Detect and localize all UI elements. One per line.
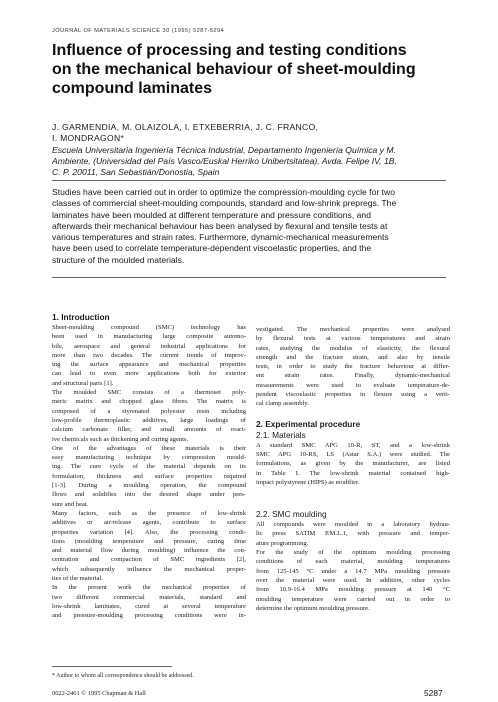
title-line: compound laminates — [52, 80, 213, 97]
paragraph — [256, 520, 450, 548]
text-line: cal clamp assembly. — [256, 400, 309, 408]
text-line: low-shrink laminates, cured at several temperature — [52, 602, 246, 610]
text-line: and pressure-moulding processing conditions were in- — [52, 612, 246, 620]
author-line: I. MONDRAGON* — [52, 133, 125, 143]
spacer — [256, 409, 450, 419]
text-line: A standard SMC APG 10-R, ST, and a low-shrink — [256, 441, 450, 449]
text-line: properties variation [4]. Also, the processing condi- — [52, 528, 246, 536]
paragraph — [52, 323, 246, 388]
title-line: on the mechanical behaviour of sheet-moulding — [52, 61, 416, 78]
text-line: measurements were used to evaluate temperature-de- — [256, 381, 450, 389]
text-line: ties of the material. — [52, 575, 103, 583]
paragraph — [52, 509, 246, 583]
text-line: calcium carbonate filler, and small amounts of react- — [52, 426, 246, 434]
abstract — [52, 187, 464, 266]
page-number: 5287 — [424, 688, 443, 698]
subsection-heading-materials: 2.1. Materials — [256, 429, 306, 440]
spacer — [256, 487, 450, 509]
text-line: lic press SATIM P.M.L.1, with pressure and temper- — [256, 530, 450, 538]
text-line: over the material were used. In addition, other cycles — [256, 576, 450, 584]
text-line: One of the advantages of these materials is their — [52, 444, 246, 452]
text-line: For the study of the optimum moulding processing — [256, 549, 450, 557]
text-line: vestigated. The mechanical properties were analysed — [256, 326, 450, 333]
text-line: meric matrix and chopped glass fibres. The matrix is — [52, 398, 246, 406]
abstract-line: afterwards their mechanical behaviour has been analysed by flexural and tensile tests at — [52, 220, 388, 231]
text-line: been used in manufacturing large composite automo- — [52, 333, 246, 341]
journal-header: JOURNAL OF MATERIALS SCIENCE 30 (1995) 5287-5294 — [52, 28, 225, 34]
text-line: determine the optimum moulding pressure. — [256, 604, 370, 612]
text-line: ing the surface appearance and mechanical properties — [52, 361, 246, 369]
text-line: flows and solidifies into the desired shape under pres- — [52, 491, 246, 499]
title-line: Influence of processing and testing conditions — [52, 42, 407, 59]
text-line: more than two decades. The current trends of improv- — [52, 351, 246, 359]
paper-title — [52, 41, 452, 98]
text-line: All compounds were moulded in a laboratory hydrau- — [256, 521, 450, 529]
text-line: conditions of each material, moulding temperatures — [256, 558, 450, 566]
text-line: from 10.9-16.4 MPa moulding pressure at 140 °C — [256, 586, 450, 594]
abstract-line: laminates have been moulded at different temperature and pressure conditions, and — [52, 209, 371, 220]
abstract-bottom-rule — [52, 277, 446, 278]
text-line: SMC APG 10-RS, LS (Astar S.A.) were studied. The — [256, 450, 450, 458]
text-line: strength and the fracture strain, and also by tensile — [256, 353, 450, 361]
text-line: and structural parts [1]. — [52, 379, 114, 387]
text-line: which subsequently influence the mechanical proper- — [52, 565, 246, 573]
text-line: The moulded SMC consists of a thermoset poly- — [52, 389, 246, 397]
text-line: Sheet-moulding compound (SMC) technology has — [52, 324, 246, 331]
text-line: moulding temperature were carried out in order to — [256, 595, 450, 603]
author-list — [52, 122, 462, 144]
abstract-line: have been used to correlate temperature-dependent viscoelastic properties, and the — [52, 243, 372, 254]
left-column — [52, 312, 246, 621]
section-heading-introduction: 1. Introduction — [52, 312, 110, 322]
subsection-heading-smc-moulding: 2.2. SMC moulding — [256, 509, 327, 520]
text-line: low-profile thermoplastic additives, large loadings of — [52, 416, 246, 424]
text-line: pendent viscoelastic properties in flexure using a verti- — [256, 391, 450, 399]
paragraph — [52, 583, 246, 620]
affiliation — [52, 145, 472, 178]
text-line: formulation, thickness and surface properties required — [52, 472, 246, 480]
text-line: additives or air-release agents, contribute to surface — [52, 519, 246, 527]
text-line: two different commercial materials, standard and — [52, 593, 246, 601]
text-line: Many factors, such as the presence of low-shrink — [52, 509, 246, 517]
abstract-line: classes of commercial sheet-moulding compounds, standard and low-shrink prepregs. The — [52, 198, 397, 209]
footnote-rule — [52, 666, 172, 667]
affiliation-line: Ambiente, (Universidad del País Vasco/Euskal Herriko Unibertsitatea), Avda. Felipe IV, 1B, — [52, 156, 397, 166]
text-line: rates, studying the modulus of elasticity, the flexural — [256, 344, 450, 352]
affiliation-line: C. P. 20011, San Sebastián/Donostia, Spain — [52, 167, 220, 177]
issn-copyright: 0022-2461 © 1995 Chapman & Hall — [52, 690, 146, 697]
text-line: ature programming. — [256, 539, 309, 547]
text-line: impact polystyrene (HIPS) as modifier. — [256, 478, 360, 486]
text-line: composed of a styrenated polyester resin including — [52, 407, 246, 415]
affiliation-line: Escuela Universitaria Ingeniería Técnica Industrial, Departamento Ingeniería Química y M. — [52, 145, 396, 155]
text-line: in Table I. The low-shrink material contained high- — [256, 469, 450, 477]
text-line: formulations, as given by the manufacturer, are listed — [256, 460, 450, 468]
section-heading-experimental: 2. Experimental procedure — [256, 418, 361, 429]
paragraph — [52, 444, 246, 509]
abstract-line: structure of the moulded materials. — [52, 254, 185, 265]
author-line: J. GARMENDIA, M. OLAIZOLA, I. ETXEBERRIA, J. C. FRANCO, — [52, 122, 319, 132]
text-line: ent strain rates. Finally, dynamic-mechanical — [256, 372, 450, 380]
text-line: ive chemicals such as thickening and curing agents. — [52, 435, 189, 443]
text-line: bile, aerospace and general industrial applications for — [52, 342, 246, 350]
text-line: [1-3]. During a moulding operation, the compound — [52, 482, 246, 490]
paragraph — [256, 325, 450, 409]
text-line: can lead to even more applications both for exterior — [52, 370, 246, 378]
text-line: sure and heat. — [52, 500, 89, 508]
text-line: In the present work the mechanical properties of — [52, 584, 246, 592]
text-line: tests, in order to study the fracture behaviour at differ- — [256, 363, 450, 371]
right-column — [256, 325, 450, 613]
paragraph — [256, 548, 450, 613]
abstract-line: various temperatures and strain rates. Furthermore, dynamic-mechanical measurements — [52, 232, 389, 243]
text-line: tions (moulding temperature and pressure, curing time — [52, 537, 246, 545]
text-line: from 125-145 °C under a 14.7 MPa moulding pressure — [256, 567, 450, 575]
abstract-line: Studies have been carried out in order to optimize the compression-moulding cycle for two — [52, 187, 395, 197]
paragraph — [52, 388, 246, 444]
footnote: * Author to whom all correspondence should be addressed. — [52, 673, 194, 679]
text-line: and material flow during moulding) influence the con- — [52, 547, 246, 555]
abstract-top-rule — [52, 180, 446, 181]
paragraph — [256, 441, 450, 487]
text-line: ing. The cure cycle of the material depends on its — [52, 463, 246, 471]
text-line: easy manufacturing technique by compression mould- — [52, 454, 246, 462]
text-line: by flexural tests at various temperatures and strain — [256, 335, 450, 343]
text-line: centration and compaction of SMC ingredients [2], — [52, 556, 246, 564]
